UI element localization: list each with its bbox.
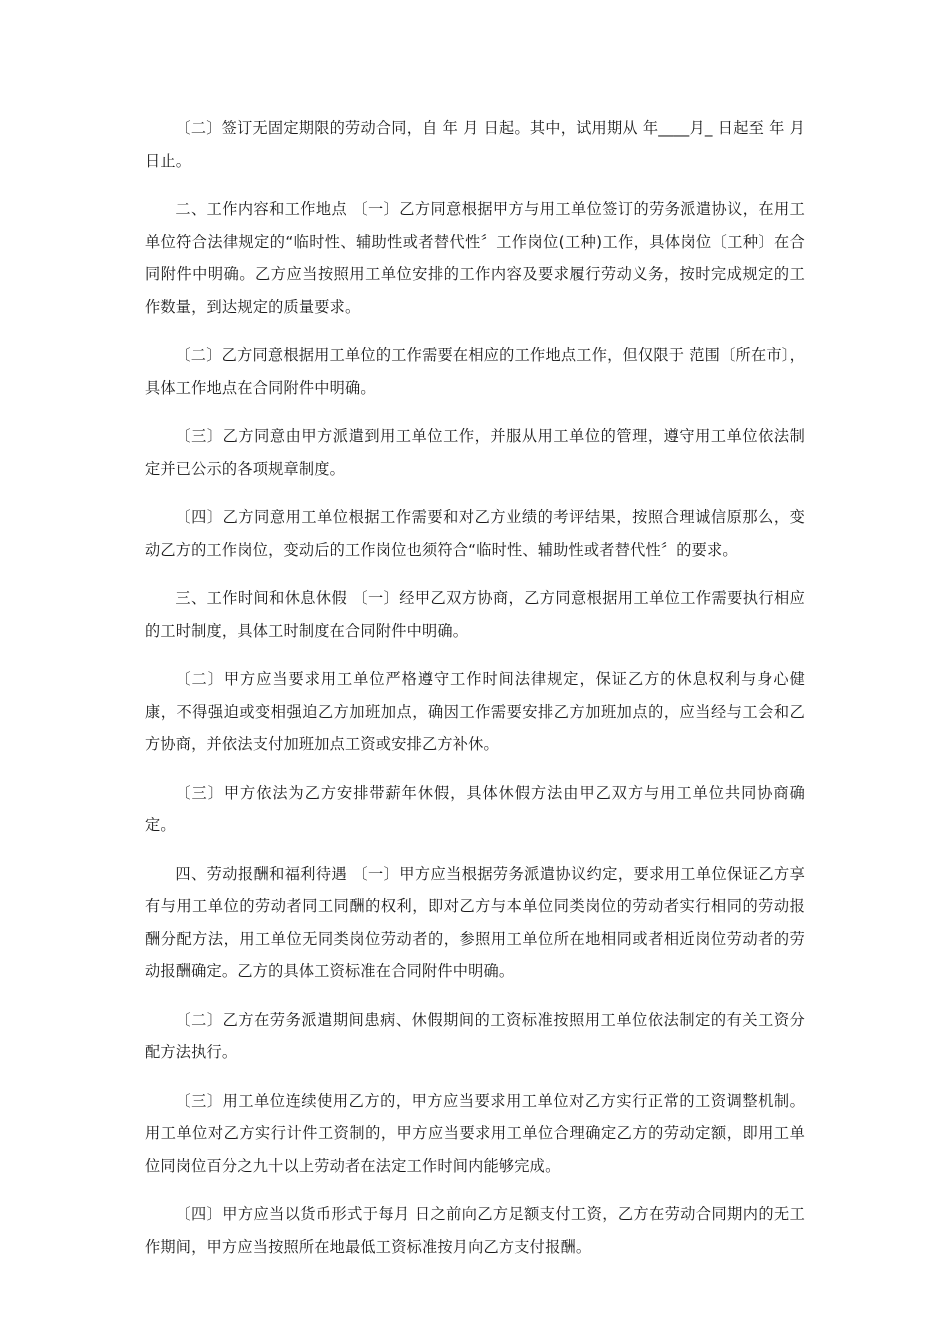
document-body — [145, 112, 805, 1279]
paragraph-section-4-remuneration: 四、劳动报酬和福利待遇 〔一〕甲方应当根据劳务派遣协议约定，要求用工单位保证乙方享有与用工单位的劳动者同工同酬的权利，即对乙方与本单位同类岗位的劳动者实行相同的劳动报酬分配方法，用工单位无同类岗位劳动者的，参照用工单位所在地相同或者相近岗位劳动者的劳动报酬确定。乙方的具体工资标准在合同附件中明确。 — [145, 864, 805, 980]
paragraph-wage-payment: 〔四〕甲方应当以货币形式于每月 日之前向乙方足额支付工资，乙方在劳动合同期内的无工作期间，甲方应当按照所在地最低工资标准按月向乙方支付报酬。 — [145, 1205, 805, 1256]
paragraph-section-3-working-hours: 三、工作时间和休息休假 〔一〕经甲乙双方协商，乙方同意根据用工单位工作需要执行相应的工时制度，具体工时制度在合同附件中明确。 — [145, 589, 805, 640]
paragraph-work-location: 〔二〕乙方同意根据用工单位的工作需要在相应的工作地点工作，但仅限于 范围〔所在市〕，具体工作地点在合同附件中明确。 — [145, 346, 805, 397]
paragraph-position-change: 〔四〕乙方同意用工单位根据工作需要和对乙方业绩的考评结果，按照合理诚信原那么，变动乙方的工作岗位，变动后的工作岗位也须符合“临时性、辅助性或者替代性〞的要求。 — [145, 508, 805, 559]
paragraph-overtime: 〔二〕甲方应当要求用工单位严格遵守工作时间法律规定，保证乙方的休息权利与身心健康，不得强迫或变相强迫乙方加班加点，确因工作需要安排乙方加班加点的，应当经与工会和乙方协商，并依法支付加班加点工资或安排乙方补休。 — [145, 670, 805, 753]
paragraph-wage-adjustment: 〔三〕用工单位连续使用乙方的，甲方应当要求用工单位对乙方实行正常的工资调整机制。用工单位对乙方实行计件工资制的，甲方应当要求用工单位合理确定乙方的劳动定额，即用工单位同岗位百分之九十以上劳动者在法定工作时间内能够完成。 — [145, 1091, 805, 1175]
paragraph-sick-leave-pay: 〔二〕乙方在劳务派遣期间患病、休假期间的工资标准按照用工单位依法制定的有关工资分配方法执行。 — [145, 1010, 805, 1061]
paragraph-dispatch-management: 〔三〕乙方同意由甲方派遣到用工单位工作，并服从用工单位的管理，遵守用工单位依法制定并已公示的各项规章制度。 — [145, 427, 805, 478]
paragraph-annual-leave: 〔三〕甲方依法为乙方安排带薪年休假，具体休假方法由甲乙双方与用工单位共同协商确定。 — [145, 783, 805, 834]
paragraph-contract-term: 〔二〕签订无固定期限的劳动合同，自 年 月 日起。其中，试用期从 年____月_ 日起至 年 月 日止。 — [145, 119, 805, 170]
paragraph-section-2-work-content: 二、工作内容和工作地点 〔一〕乙方同意根据甲方与用工单位签订的劳务派遣协议，在用工单位符合法律规定的“临时性、辅助性或者替代性〞工作岗位(工种)工作，具体岗位〔工种〕在合同附件中明确。乙方应当按照用工单位安排的工作内容及要求履行劳动义务，按时完成规定的工作数量，到达规定的质量要求。 — [145, 200, 805, 316]
